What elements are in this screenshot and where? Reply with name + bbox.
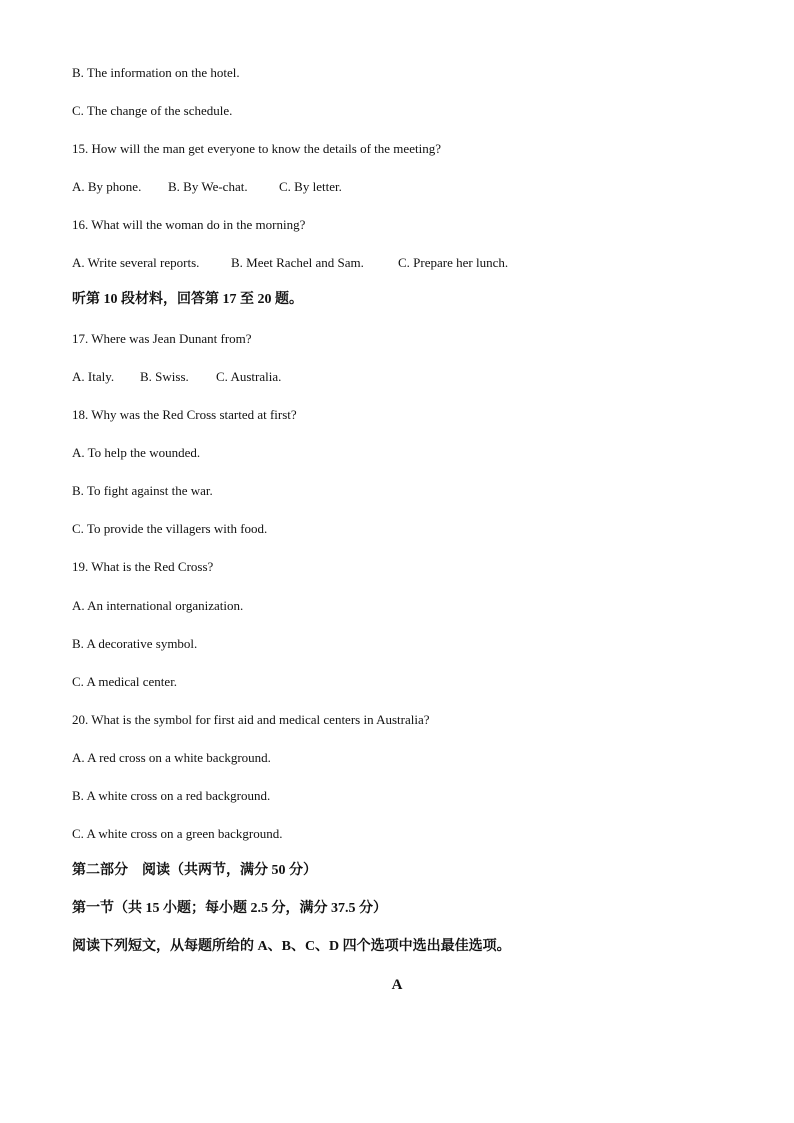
q15-option-c: C. By letter.	[279, 179, 342, 194]
question-16: 16. What will the woman do in the morning?	[72, 217, 306, 232]
passage-label: A	[391, 977, 403, 993]
q17-option-c: C. Australia.	[216, 369, 282, 384]
reading-instruction: 阅读下列短文，从每题所给的 A、B、C、D 四个选项中选出最佳选项。	[72, 939, 511, 954]
q20-option-c: C. A white cross on a green background.	[72, 826, 283, 841]
q20-option-b: B. A white cross on a red background.	[72, 788, 271, 803]
question-17: 17. Where was Jean Dunant from?	[72, 331, 252, 346]
q17-option-a: A. Italy.	[72, 369, 115, 384]
q17-options	[72, 369, 281, 385]
part-two-heading: 第二部分 阅读（共两节，满分 50 分）	[72, 863, 317, 878]
q18-option-b: B. To fight against the war.	[72, 483, 213, 498]
q17-option-b: B. Swiss.	[140, 369, 189, 384]
q14-option-c: C. The change of the schedule.	[72, 103, 233, 118]
q20-option-a: A. A red cross on a white background.	[72, 750, 271, 765]
q18-option-a: A. To help the wounded.	[72, 445, 201, 460]
q18-option-c: C. To provide the villagers with food.	[72, 521, 268, 536]
question-18: 18. Why was the Red Cross started at first?	[72, 407, 297, 422]
q15-options	[72, 179, 342, 195]
q16-options	[72, 255, 508, 271]
question-19: 19. What is the Red Cross?	[72, 559, 214, 574]
q15-option-b: B. By We-chat.	[168, 179, 248, 194]
question-20: 20. What is the symbol for first aid and medical centers in Australia?	[72, 712, 430, 727]
q16-option-a: A. Write several reports.	[72, 255, 200, 270]
q19-option-c: C. A medical center.	[72, 674, 178, 689]
q14-option-b: B. The information on the hotel.	[72, 65, 240, 80]
q15-option-a: A. By phone.	[72, 179, 142, 194]
question-15: 15. How will the man get everyone to know the details of the meeting?	[72, 141, 441, 156]
q16-option-b: B. Meet Rachel and Sam.	[231, 255, 364, 270]
section-one-heading: 第一节（共 15 小题；每小题 2.5 分，满分 37.5 分）	[72, 901, 387, 916]
q16-option-c: C. Prepare her lunch.	[398, 255, 509, 270]
section-instruction-10: 听第 10 段材料，回答第 17 至 20 题。	[72, 292, 303, 307]
q19-option-a: A. An international organization.	[72, 598, 244, 613]
q19-option-b: B. A decorative symbol.	[72, 636, 198, 651]
